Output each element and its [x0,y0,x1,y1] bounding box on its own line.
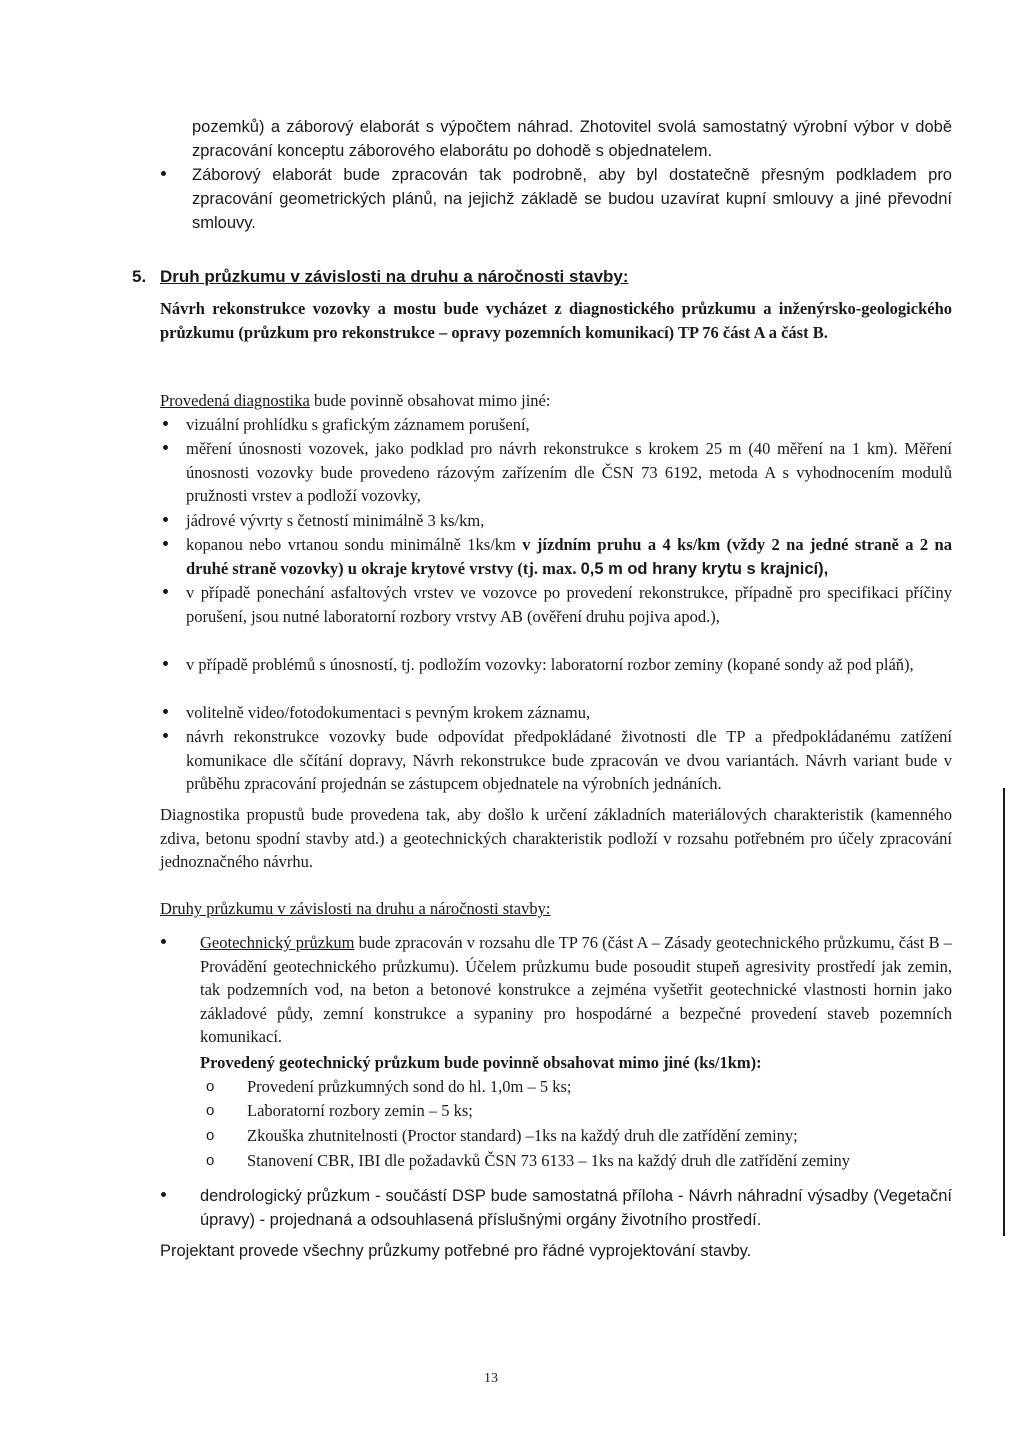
geo-rest: bude zpracován v rozsahu dle TP 76 (část A – Zásady geotechnického průzkumu, část B – Provádění geotechnického průzkumu). Účelem průzkumu bude posoudit stupeň agresivity prostředí jak zemin, tak podzemních vod, na beton a betonové konstrukce a zejména vyšetřit geotechnické vlastnosti hornin jako základové půdy, zemní konstrukce a sypaniny pro hospodárné a bezpečné provedení staveb pozemních komunikací. [200,933,953,1046]
bullet-icon [163,733,168,738]
geo-must-item: Zkouška zhutnitelnosti (Proctor standard) –1ks na každý druh dle zatřídění zeminy; [247,1126,798,1145]
diagnostics-lead-rest: bude povinně obsahovat mimo jiné: [309,391,551,410]
diagnostics-lead [160,389,952,413]
bullet-icon [163,541,168,546]
circle-bullet-icon: o [206,1102,215,1119]
diag-item: měření únosnosti vozovek, jako podklad pro návrh rekonstrukce s krokem 25 m (40 měření na 1 km). Měření únosnosti vozovky bude provedeno rázovým zařízením dle ČSN 73 6192, metoda A s vyhodnocením modulů pružnosti vrstev a podloží vozovky, [186,439,952,505]
bullet-icon [163,445,168,450]
bullet-zabor: Záborový elaborát bude zpracován tak podrobně, aby byl dostatečně přesným podkladem pro zpracování geometrických plánů, na jejichž základě se budou uzavírat kupní smlouvy a jiné převodní smlouvy. [192,166,952,232]
culverts-paragraph: Diagnostika propustů bude provedena tak, aby došlo k určení základních materiálových charakteristik (kamenného zdiva, betonu spodní stavby atd.) a geotechnických charakteristik podloží v rozsahu potřebném pro účely zpracování jednoznačného návrhu. [160,805,952,871]
paragraph-continuation: pozemků) a záborový elaborát s výpočtem náhrad. Zhotovitel svolá samostatný výrobní výbor v době zpracování konceptu záborového elaborátu po dohodě s objednatelem. [192,118,952,160]
section-intro: Návrh rekonstrukce vozovky a mostu bude vycházet z diagnostického průzkumu a inženýrsko-geologického průzkumu (průzkum pro rekonstrukce – opravy pozemních komunikací) TP 76 část A a část B. [160,299,952,342]
diag-item: volitelně video/fotodokumentaci s pevným krokem záznamu, [186,703,591,722]
bullet-icon [163,421,168,426]
diag-item: v případě problémů s únosností, tj. podložím vozovky: laboratorní rozbor zeminy (kopané sondy až pod pláň), [186,655,914,674]
bullet-icon [161,939,166,944]
bullet-icon [161,171,166,176]
geo-must-item: Laboratorní rozbory zemin – 5 ks; [247,1101,473,1120]
geo-must-heading: Provedený geotechnický průzkum bude povinně obsahovat mimo jiné (ks/1km): [200,1053,762,1072]
diag-item: návrh rekonstrukce vozovky bude odpovídat předpokládané životnosti dle TP a předpokládanému zatížení komunikace dle sčítání dopravy, Návrh rekonstrukce bude zpracován ve dvou variantách. Návrh variant bude v průběhu zpracování projednán se zástupcem objednatele na výrobních jednáních. [186,727,952,793]
diag-item: vizuální prohlídku s grafickým záznamem porušení, [186,415,530,434]
bullet-icon [163,661,168,666]
core-plain: kopanou nebo vrtanou sondu minimálně 1ks/km [186,535,523,554]
geo-underlined: Geotechnický průzkum [200,933,355,952]
diag-item: v případě ponechání asfaltových vrstev ve vozovce po provedení rekonstrukce, případně pro specifikaci příčiny porušení, jsou nutné laboratorní rozbory vrstvy AB (ověření druhu pojiva apod.), [186,583,952,626]
section-title: Druh průzkumu v závislosti na druhu a náročnosti stavby: [160,267,629,286]
core-bold-2: 0,5 m od hrany krytu s krajnicí), [580,559,829,578]
survey-types-heading: Druhy průzkumu v závislosti na druhu a náročnosti stavby: [160,899,551,918]
circle-bullet-icon: o [206,1127,215,1144]
bullet-icon [161,1192,166,1197]
geo-must-item: Provedení průzkumných sond do hl. 1,0m – 5 ks; [247,1077,572,1096]
diagnostics-lead-underlined: Provedená diagnostika [160,391,310,410]
circle-bullet-icon: o [206,1078,215,1095]
page-number: 13 [484,1371,498,1386]
core-bold-1: v jízdním pruhu a 4 ks/km (vždy 2 na jedné straně a 2 na druhé straně vozovky) u okraje krytové vrstvy (tj. max. [186,535,952,578]
section-number: 5. [132,267,147,286]
geo-paragraph [200,931,952,1049]
bullet-icon [163,517,168,522]
closing-paragraph: Projektant provede všechny průzkumy potřebné pro řádné vyprojektování stavby. [160,1242,752,1260]
geo-must-item: Stanovení CBR, IBI dle požadavků ČSN 73 6133 – 1ks na každý druh dle zatřídění zeminy [247,1151,851,1170]
bullet-icon [163,709,168,714]
diag-item: jádrové vývrty s četností minimálně 3 ks/km, [186,511,485,530]
diag-item-core [186,533,952,581]
dendro-paragraph: dendrologický průzkum - součástí DSP bude samostatná příloha - Návrh náhradní výsadby (Vegetační úpravy) - projednaná a odsouhlasená příslušnými orgány životního prostředí. [200,1187,952,1229]
circle-bullet-icon: o [206,1152,215,1169]
margin-rule [1003,788,1005,1236]
bullet-icon [163,589,168,594]
